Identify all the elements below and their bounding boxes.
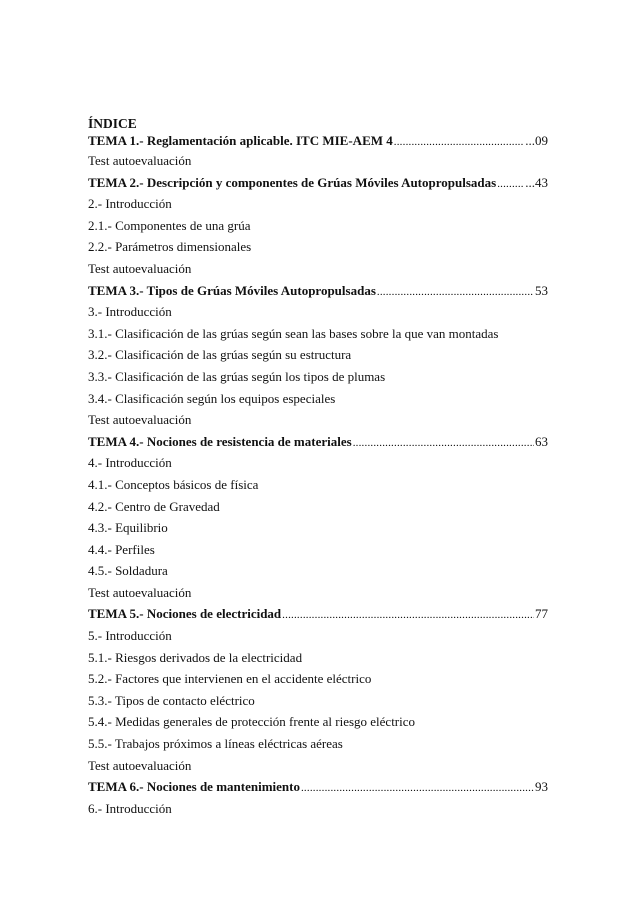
index-heading: ÍNDICE (88, 116, 137, 131)
index-entry (88, 517, 548, 539)
index-entry (88, 258, 548, 280)
entry-page-number: 63 (535, 433, 548, 449)
index-entry (88, 625, 548, 647)
index-page (88, 116, 548, 819)
dot-leader (394, 133, 524, 151)
entry-title: 4.2.- Centro de Gravedad (88, 498, 220, 514)
index-entry (88, 690, 548, 712)
index-entry (88, 344, 548, 366)
entry-title: 5.3.- Tipos de contacto eléctrico (88, 692, 255, 708)
entry-title: 3.2.- Clasificación de las grúas según su estructura (88, 347, 352, 363)
entry-title: 5.2.- Factores que intervienen en el accidente eléctrico (88, 671, 372, 687)
index-entry (88, 236, 548, 258)
entry-title: 5.- Introducción (88, 628, 172, 644)
index-entry (88, 150, 548, 172)
entry-page-number: ...09 (525, 133, 548, 148)
index-entry (88, 755, 548, 777)
entry-title: 5.5.- Trabajos próximos a líneas eléctricas aéreas (88, 736, 343, 752)
dot-leader (497, 174, 524, 196)
entry-title: 3.4.- Clasificación según los equipos especiales (88, 390, 336, 406)
entry-title: 5.4.- Medidas generales de protección frente al riesgo eléctrico (88, 714, 416, 730)
index-entries (88, 132, 548, 819)
index-entry (88, 452, 548, 474)
index-chapter-entry (88, 603, 548, 625)
index-entry (88, 193, 548, 215)
entry-title: 4.1.- Conceptos básicos de física (88, 476, 259, 492)
entry-title: 4.5.- Soldadura (88, 563, 168, 579)
entry-title: 2.2.- Parámetros dimensionales (88, 239, 252, 255)
entry-page-number: 53 (535, 282, 548, 298)
index-entry (88, 301, 548, 323)
dot-leader (377, 282, 534, 304)
index-entry (88, 733, 548, 755)
index-entry (88, 474, 548, 496)
entry-title: Test autoevaluación (88, 412, 192, 428)
entry-title: 3.1.- Clasificación de las grúas según sean las bases sobre la que van montadas (88, 325, 499, 341)
entry-title: Test autoevaluación (88, 260, 192, 276)
entry-title: 5.1.- Riesgos derivados de la electricidad (88, 649, 303, 665)
entry-title: 4.- Introducción (88, 455, 172, 471)
entry-title: 2.1.- Componentes de una grúa (88, 217, 251, 233)
entry-title: TEMA 4.- Nociones de resistencia de materiales (88, 433, 352, 449)
index-entry (88, 582, 548, 604)
entry-title: TEMA 6.- Nociones de mantenimiento (88, 779, 300, 795)
entry-title: 4.3.- Equilibrio (88, 520, 168, 536)
entry-page-number: 93 (535, 779, 548, 795)
index-entry (88, 560, 548, 582)
entry-title: 4.4.- Perfiles (88, 541, 155, 557)
index-chapter-entry (88, 280, 548, 302)
index-entry (88, 323, 548, 345)
index-entry (88, 539, 548, 561)
entry-title: TEMA 1.- Reglamentación aplicable. ITC MIE-AEM 4 (88, 133, 393, 148)
entry-title: 2.- Introducción (88, 196, 172, 212)
index-entry (88, 647, 548, 669)
index-entry (88, 388, 548, 410)
index-chapter-entry (88, 431, 548, 453)
entry-title: 3.3.- Clasificación de las grúas según los tipos de plumas (88, 368, 386, 384)
entry-title: TEMA 2.- Descripción y componentes de Grúas Móviles Autopropulsadas (88, 174, 497, 190)
entry-title: Test autoevaluación (88, 757, 192, 773)
dot-leader (282, 605, 534, 627)
entry-page-number: 77 (535, 606, 548, 622)
index-entry (88, 496, 548, 518)
index-entry (88, 409, 548, 431)
index-entry (88, 798, 548, 820)
entry-title: TEMA 3.- Tipos de Grúas Móviles Autopropulsadas (88, 282, 376, 298)
index-entry (88, 366, 548, 388)
index-chapter-entry (88, 132, 548, 150)
index-entry (88, 668, 548, 690)
index-entry (88, 215, 548, 237)
index-chapter-entry (88, 172, 548, 194)
entry-title: Test autoevaluación (88, 584, 192, 600)
entry-title: TEMA 5.- Nociones de electricidad (88, 606, 282, 622)
entry-title: 6.- Introducción (88, 800, 172, 816)
index-entry (88, 711, 548, 733)
entry-page-number: ...43 (525, 174, 548, 190)
entry-title: Test autoevaluación (88, 153, 192, 168)
index-chapter-entry (88, 776, 548, 798)
dot-leader (353, 433, 534, 455)
entry-title: 3.- Introducción (88, 304, 172, 320)
dot-leader (301, 778, 534, 800)
